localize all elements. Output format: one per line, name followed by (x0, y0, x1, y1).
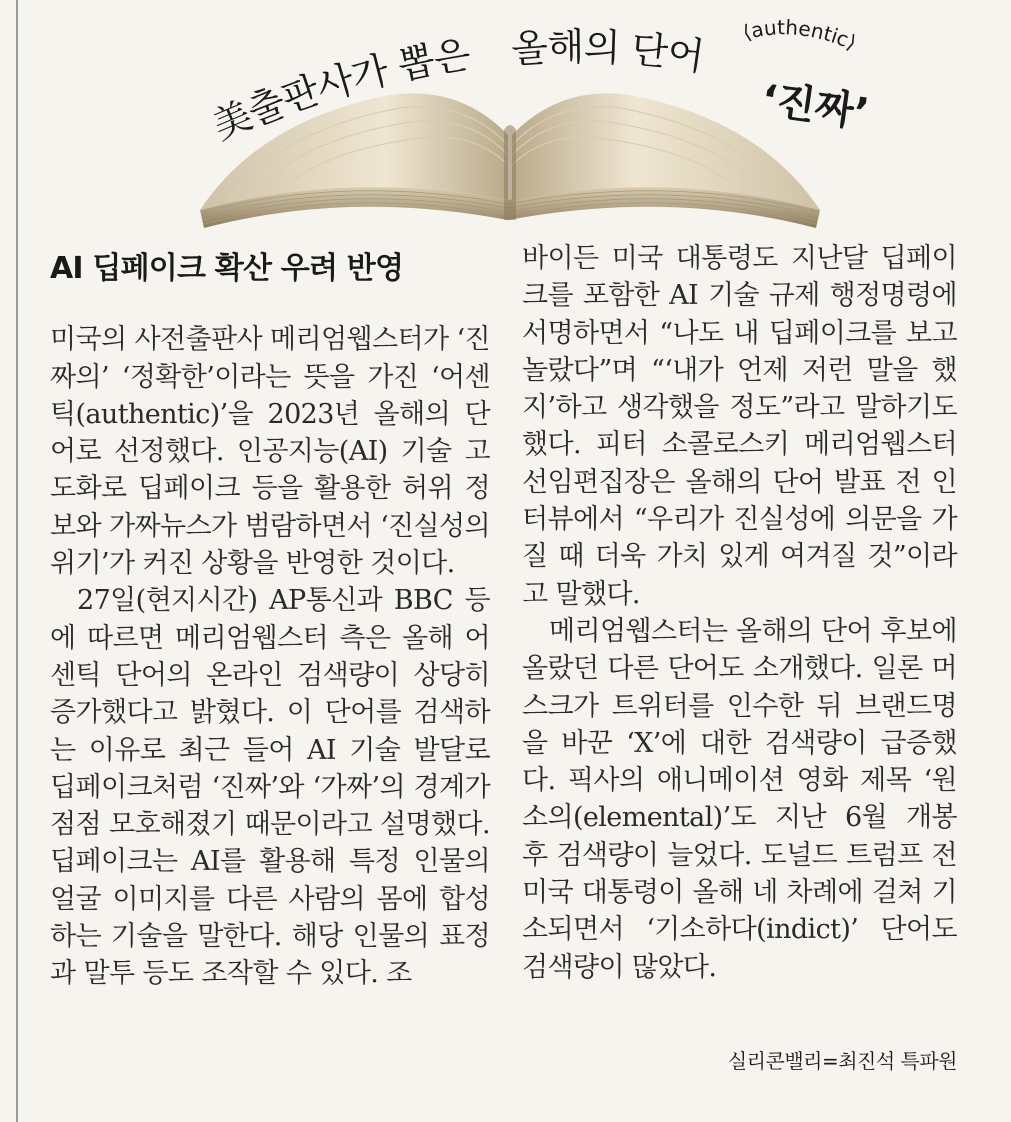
svg-text:美출판사가 뽑은 올해의 단어 (206, 25, 706, 148)
article-column-right (522, 240, 957, 1080)
column-rule (16, 0, 18, 1122)
article-paragraph: 27일(현지시간) AP통신과 BBC 등에 따르면 메리엄웹스터 측은 올해 어센틱 단어의 온라인 검색량이 상당히 증가했다고 밝혔다. 이 단어를 검색하는 이유로 최근 들어 AI 기술 발달로 딥페이크처럼 ‘진짜’와 ‘가짜’의 경계가 점점 모호해졌기 때문이라고 설명했다. 딥페이크는 AI를 활용해 특정 인물의 얼굴 이미지를 다른 사람의 몸에 합성하는 기술을 말한다. 해당 인물의 표정과 말투 등도 조작할 수 있다. 조 (50, 585, 490, 990)
svg-text:‘진짜’ (759, 76, 872, 137)
article-paragraph: 미국의 사전출판사 메리엄웹스터가 ‘진짜의’ ‘정확한’이라는 뜻을 가진 ‘어센틱(authentic)’을 2023년 올해의 단어로 선정했다. 인공지능(AI) 기술 고도화로 딥페이크 등을 활용한 허위 정보와 가짜뉴스가 범람하면서 ‘진실성의 위기’가 커진 상황을 반영한 것이다. (50, 324, 490, 580)
article-subhead: AI 딥페이크 확산 우려 반영 (50, 251, 404, 286)
headline-main-right: 올해의 단어 (509, 24, 707, 80)
headline-area (40, 0, 990, 235)
article-byline: 실리콘밸리=최진석 특파원 (727, 1048, 957, 1073)
headline-word-en: ⟨authentic⟩ (739, 15, 860, 55)
headline-main-left: 美출판사가 뽑은 (206, 32, 473, 149)
headline (190, 0, 910, 150)
headline-word-kr: ‘진짜’ (758, 76, 872, 137)
article-paragraph: 바이든 미국 대통령도 지난달 딥페이크를 포함한 AI 기술 규제 행정명령에 서명하면서 “나도 내 딥페이크를 보고 놀랐다”며 “‘내가 언제 저런 말을 했지’하고 생각했을 정도”라고 말하기도 했다. 피터 소콜로스키 메리엄웹스터 선임편집장은 올해의 단어 발표 전 인터뷰에서 “우리가 진실성에 의문을 가질 때 더욱 가치 있게 여겨질 것”이라고 말했다. (522, 243, 957, 610)
article-column-left (50, 240, 490, 993)
article-paragraph: 메리엄웹스터는 올해의 단어 후보에 올랐던 다른 단어도 소개했다. 일론 머스크가 트위터를 인수한 뒤 브랜드명을 바꾼 ‘X’에 대한 검색량이 급증했다. 픽사의 애니메이션 영화 제목 ‘원소의(elemental)’도 지난 6월 개봉 후 검색량이 늘었다. 도널드 트럼프 전 미국 대통령이 올해 네 차례에 걸쳐 기소되면서 ‘기소하다(indict)’ 단어도 검색량이 많았다. (522, 615, 957, 983)
svg-text:⟨authentic⟩ (740, 15, 860, 55)
